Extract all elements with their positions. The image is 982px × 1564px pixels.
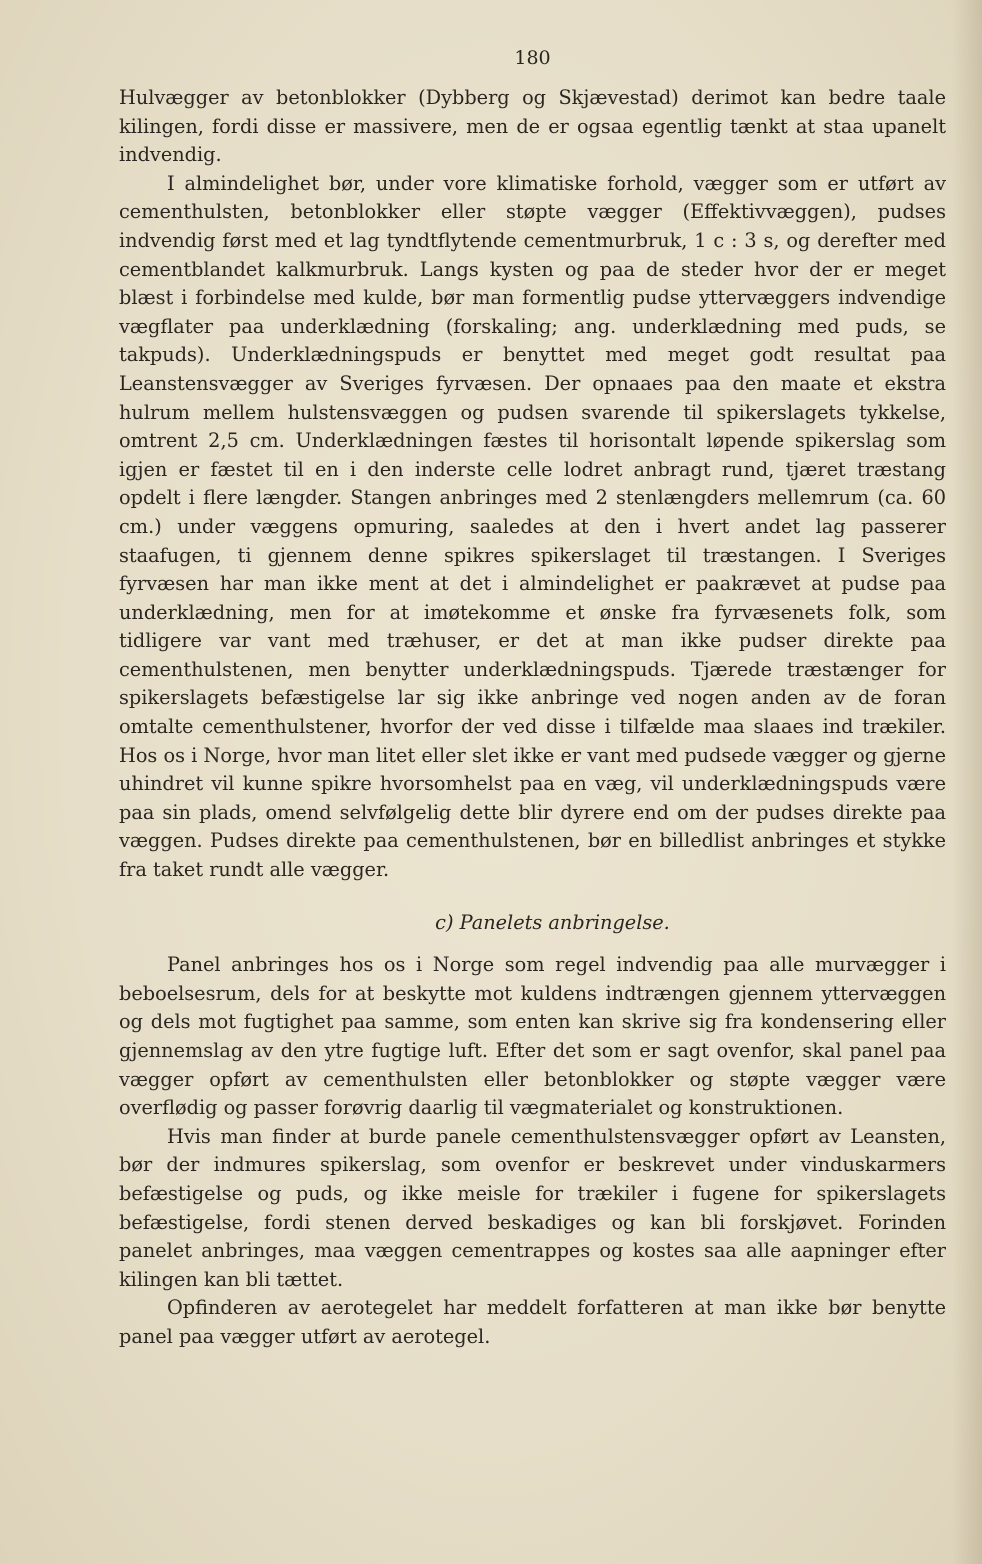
paragraph-panel: Panel anbringes hos os i Norge som regel indvendig paa alle murvægger i beboelsesrum, dels for at beskytte mot kuldens indtrængen gjennem yttervæggen og dels mot fugtighet paa samme, som enten kan skrive sig fra kondensering eller gjennemslag av den ytre fugtige luft. Efter det som er sagt ovenfor, skal panel paa vægger opført av cementhulsten eller betonblokker og støpte vægger være overflødig og passer forøvrig daarlig til vægmaterialet og konstruktionen. bbox=[119, 953, 946, 1120]
page-text bbox=[119, 38, 946, 1352]
page-edge-shadow bbox=[952, 0, 982, 1564]
paragraph-aerotegel: Opfinderen av aerotegelet har meddelt forfatteren at man ikke bør benytte panel paa vægger utført av aerotegel. bbox=[119, 1296, 946, 1348]
page-number: 180 bbox=[514, 47, 551, 69]
paragraph-hulvaegger: Hulvægger av betonblokker (Dybberg og Skjævestad) derimot kan bedre taale kilingen, fordi disse er massivere, men de er ogsaa egentlig tænkt at staa upanelt indvendig. bbox=[119, 86, 946, 167]
section-heading: c) Panelets anbringelse. bbox=[435, 910, 670, 934]
paragraph-almindelighet: I almindelighet bør, under vore klimatiske forhold, vægger som er utført av cementhulsten, betonblokker eller støpte vægger (Effektivvæggen), pudses indvendig først med et lag tyndtflytende cementmurbruk, 1 c : 3 s, og derefter med cementblandet kalkmurbruk. Langs kysten og paa de steder hvor der er meget blæst i forbindelse med kulde, bør man formentlig pudse yttervæggers indvendige vægflater paa underklædning (forskaling; ang. underklædning med puds, se takpuds). Underklædningspuds er benyttet med meget godt resultat paa Leanstensvægger av Sveriges fyrvæsen. Der opnaaes paa den maate et ekstra hulrum mellem hulstensvæggen og pudsen svarende til spikerslagets tykkelse, omtrent 2,5 cm. Underklædningen fæstes til horisontalt løpende spikerslag som igjen er fæstet til en i den inderste celle lodret anbragt rund, tjæret træstang opdelt i flere længder. Stangen anbringes med 2 stenlængders mellemrum (ca. 60 cm.) under væggens opmuring, saaledes at den i hvert andet lag passerer staafugen, ti gjennem denne spikres spikerslaget til træstangen. I Sveriges fyrvæsen har man ikke ment at det i almindelighet er paakrævet at pudse paa underklædning, men for at imøtekomme et ønske fra fyrvæsenets folk, som tidligere var vant med træhuser, er det at man ikke pudser direkte paa cementhulstenen, men benytter underklædningspuds. Tjærede træstænger for spikerslagets befæstigelse lar sig ikke anbringe ved nogen anden av de foran omtalte cementhulstener, hvorfor der ved disse i tilfælde maa slaaes ind trækiler. Hos os i Norge, hvor man litet eller slet ikke er vant med pudsede vægger og gjerne uhindret vil kunne spikre hvorsomhelst paa en væg, vil underklædningspuds være paa sin plads, omend selvfølgelig dette blir dyrere end om der pudses direkte paa væggen. Pudses direkte paa cementhulstenen, bør en billedlist anbringes et stykke fra taket rundt alle vægger. bbox=[119, 171, 946, 882]
paragraph-leansten: Hvis man finder at burde panele cementhulstensvægger opført av Leansten, bør der indmures spikerslag, som ovenfor er beskrevet under vinduskarmers befæstigelse og puds, og ikke meisle for trækiler i fugene for spikerslagets befæstigelse, fordi stenen derved beskadiges og kan bli forskjøvet. Forinden panelet anbringes, maa væggen cementrappes og kostes saa alle aapninger efter kilingen kan bli tættet. bbox=[119, 1124, 946, 1291]
